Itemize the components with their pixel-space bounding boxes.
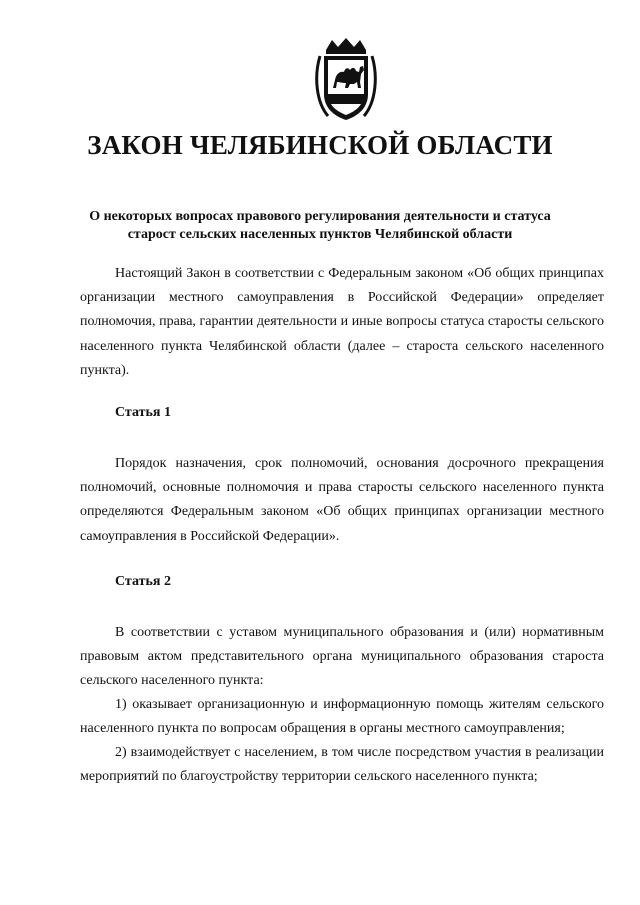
document-title: ЗАКОН ЧЕЛЯБИНСКОЙ ОБЛАСТИ xyxy=(87,130,553,160)
subtitle-line-1: О некоторых вопросах правового регулирования деятельности и статуса xyxy=(89,209,551,224)
article-1-text: Порядок назначения, срок полномочий, основания досрочного прекращения полномочий, основные полномочия и права старосты сельского населенного пункта определяются Федеральным законом «Об общих принципах организации местного самоуправления в Российской Федерации». xyxy=(80,456,604,544)
article-2-item-1-text: 1) оказывает организационную и информационную помощь жителям сельского населенного пункта по вопросам обращения в органы местного самоуправления; xyxy=(80,697,604,737)
preamble-paragraph xyxy=(80,262,604,383)
subtitle-line-2: старост сельских населенных пунктов Челябинской области xyxy=(127,227,513,242)
article-2-intro-text: В соответствии с уставом муниципального образования и (или) нормативным правовым актом представительного органа муниципального образования староста сельского населенного пункта: xyxy=(80,625,604,689)
article-2-item-1 xyxy=(80,693,604,741)
article-1-heading: Статья 1 xyxy=(115,405,171,420)
article-2-item-2 xyxy=(80,741,604,789)
document-subtitle xyxy=(80,208,560,244)
preamble-text: Настоящий Закон в соответствии с Федеральным законом «Об общих принципах организации местного самоуправления в Российской Федерации» определяет полномочия, права, гарантии деятельности и иные вопросы статуса старосты сельского населенного пункта Челябинской области (далее – староста сельского населенного пункта). xyxy=(80,266,604,378)
article-1-paragraph xyxy=(80,452,604,549)
coat-of-arms-icon xyxy=(314,36,378,124)
article-2-heading: Статья 2 xyxy=(115,574,171,589)
article-2-item-2-text: 2) взаимодействует с населением, в том числе посредством участия в реализации мероприятий по благоустройству территории сельского населенного пункта; xyxy=(80,745,604,785)
article-2-intro-paragraph xyxy=(80,621,604,694)
